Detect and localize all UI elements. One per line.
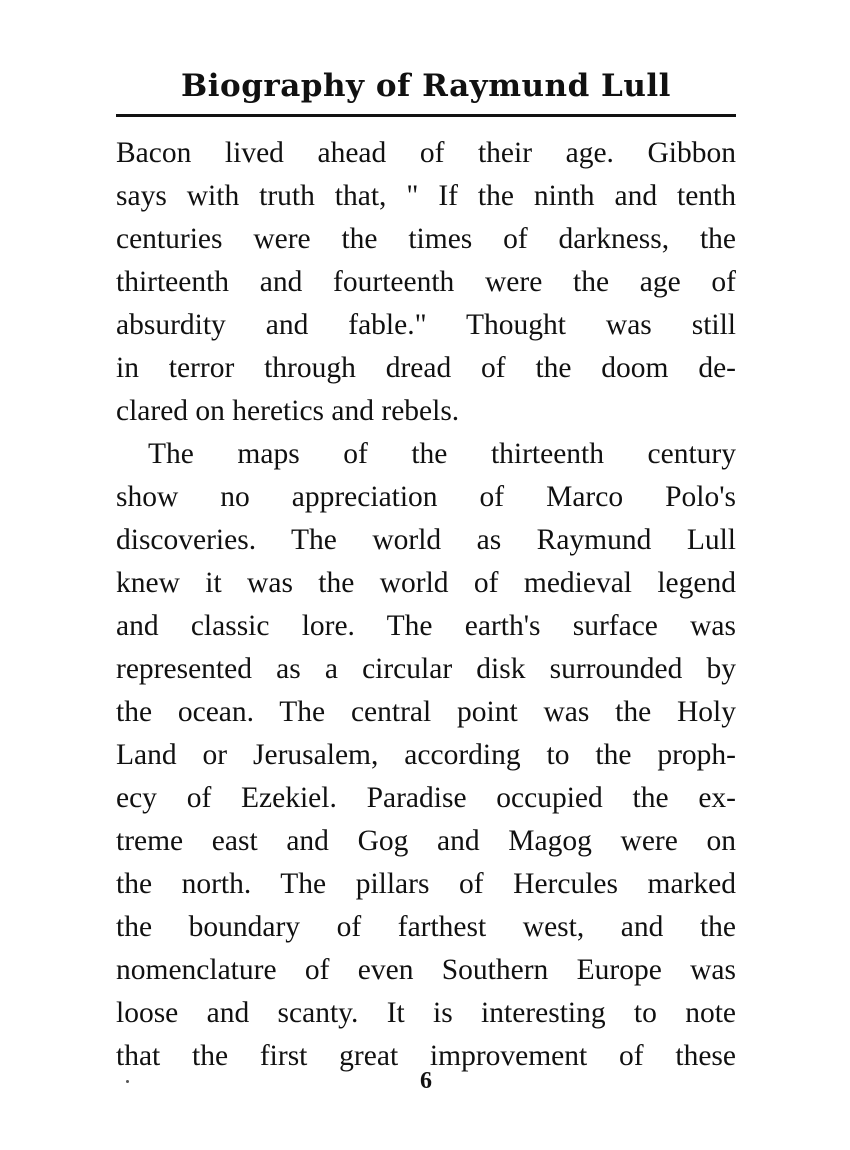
text-line: clared on heretics and rebels. bbox=[116, 395, 460, 427]
text-line: the boundary of farthest west, and the bbox=[116, 911, 736, 943]
body-text bbox=[116, 132, 736, 1078]
text-line: The maps of the thirteenth century bbox=[148, 438, 736, 470]
text-line: loose and scanty. It is interesting to note bbox=[116, 997, 736, 1029]
paragraph-1 bbox=[116, 132, 736, 433]
text-line: treme east and Gog and Magog were on bbox=[116, 825, 736, 857]
text-line: nomenclature of even Southern Europe was bbox=[116, 954, 736, 986]
header-rule bbox=[116, 114, 736, 117]
text-line: says with truth that, " If the ninth and tenth bbox=[116, 180, 736, 212]
running-head-title: Biography of Raymund Lull bbox=[181, 68, 671, 104]
text-line: knew it was the world of medieval legend bbox=[116, 567, 736, 599]
text-line: the north. The pillars of Hercules marked bbox=[116, 868, 736, 900]
text-line: Land or Jerusalem, according to the proph- bbox=[116, 739, 736, 771]
text-line: in terror through dread of the doom de- bbox=[116, 352, 736, 384]
text-line: ecy of Ezekiel. Paradise occupied the ex- bbox=[116, 782, 736, 814]
text-line: that the first great improvement of these bbox=[116, 1040, 736, 1072]
paragraph-2 bbox=[116, 433, 736, 1078]
text-line: centuries were the times of darkness, the bbox=[116, 223, 736, 255]
text-line: show no appreciation of Marco Polo's bbox=[116, 481, 736, 513]
text-line: discoveries. The world as Raymund Lull bbox=[116, 524, 736, 556]
text-line: and classic lore. The earth's surface was bbox=[116, 610, 736, 642]
page-number: 6 bbox=[420, 1068, 432, 1094]
text-line: absurdity and fable." Thought was still bbox=[116, 309, 736, 341]
text-line: represented as a circular disk surrounded by bbox=[116, 653, 736, 685]
text-line: the ocean. The central point was the Holy bbox=[116, 696, 736, 728]
text-line: Bacon lived ahead of their age. Gibbon bbox=[116, 137, 736, 169]
text-line: thirteenth and fourteenth were the age of bbox=[116, 266, 736, 298]
